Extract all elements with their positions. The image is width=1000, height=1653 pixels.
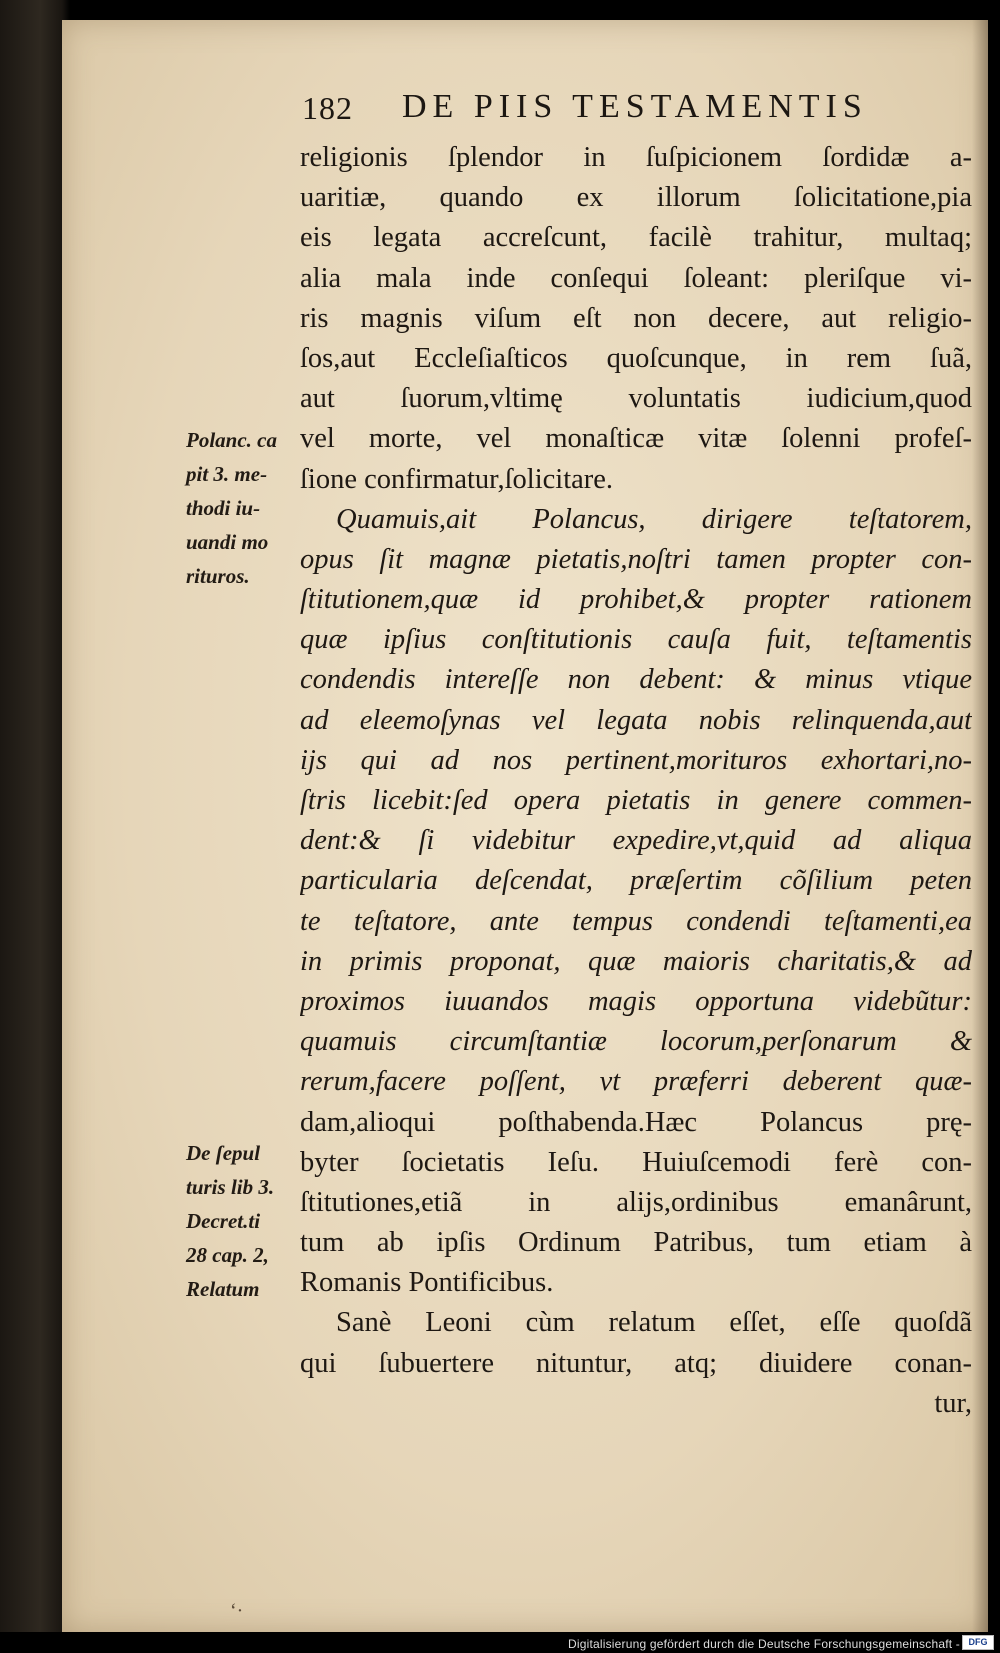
dfg-logo-badge: DFG bbox=[962, 1635, 994, 1650]
marginal-note-line: Decret.ti bbox=[186, 1209, 261, 1233]
footer-bar bbox=[0, 1632, 1000, 1653]
text-line: ris magnis viſum eſt non decere, aut religio- bbox=[300, 302, 972, 334]
page-gutter-shadow bbox=[972, 20, 988, 1632]
marginal-note-line: Relatum bbox=[186, 1277, 260, 1301]
text-line: Sanè Leoni cùm relatum eſſet, eſſe quoſdã bbox=[336, 1307, 972, 1339]
text-line: qui ſubuertere nituntur, atq; diuidere conan- bbox=[300, 1347, 972, 1379]
text-line: in primis proponat, quæ maioris charitatis,& ad bbox=[300, 945, 972, 977]
running-head bbox=[302, 88, 962, 138]
text-line: eis legata accreſcunt, facilè trahitur, multaq; bbox=[300, 222, 972, 254]
marginal-note-line: rituros. bbox=[186, 564, 250, 588]
text-line: tum ab ipſis Ordinum Patribus, tum etiam à bbox=[300, 1227, 972, 1259]
marginal-note-line: 28 cap. 2, bbox=[186, 1243, 269, 1267]
running-title: DE PIIS TESTAMENTIS bbox=[402, 88, 868, 125]
text-line: ſtitutionem,quæ id prohibet,& propter rationem bbox=[300, 584, 972, 616]
page-mark: ʻ· bbox=[230, 1600, 244, 1622]
marginal-note-line: thodi iu- bbox=[186, 496, 261, 520]
text-line: quæ ipſius conſtitutionis cauſa fuit, teſtamentis bbox=[300, 624, 972, 656]
text-line: condendis intereſſe non debent: & minus vtique bbox=[300, 664, 972, 696]
funding-credit: Digitalisierung gefördert durch die Deutsche Forschungsgemeinschaft - bbox=[568, 1637, 960, 1651]
text-line: quamuis circumſtantiæ locorum,perſonarum & bbox=[300, 1026, 972, 1058]
text-line: ad eleemoſynas vel legata nobis relinquenda,aut bbox=[300, 704, 972, 736]
page-number: 182 bbox=[302, 90, 353, 126]
text-line: dent:& ſi videbitur expedire,vt,quid ad aliqua bbox=[300, 825, 972, 857]
text-line: dam,alioqui poſthabenda.Hæc Polancus prę- bbox=[300, 1106, 972, 1138]
text-line: vel morte, vel monaſticæ vitæ ſolenni profeſ- bbox=[300, 423, 972, 455]
marginal-note-line: pit 3. me- bbox=[186, 462, 268, 486]
text-line: opus ſit magnæ pietatis,noſtri tamen propter con- bbox=[300, 543, 972, 575]
text-line: tur, bbox=[934, 1387, 972, 1419]
text-line: ſtris licebit:ſed opera pietatis in genere commen- bbox=[300, 785, 972, 816]
book-page bbox=[62, 20, 988, 1632]
text-line: aut ſuorum,vltimę voluntatis iudicium,quod bbox=[300, 383, 972, 415]
text-line: te teſtatore, ante tempus condendi teſtamenti,ea bbox=[300, 905, 972, 937]
text-line: ſos,aut Eccleſiaſticos quoſcunque, in rem ſuã, bbox=[300, 342, 972, 374]
text-line: Romanis Pontificibus. bbox=[300, 1267, 554, 1299]
marginal-note-line: Polanc. ca bbox=[186, 428, 277, 452]
text-line: ſtitutiones,etiã in alijs,ordinibus emanârunt, bbox=[300, 1186, 972, 1218]
marginal-note-decretals bbox=[186, 1136, 296, 1306]
marginal-note-line: uandi mo bbox=[186, 530, 269, 554]
text-line: rerum,facere poſſent, vt præferri deberent quæ- bbox=[300, 1066, 972, 1098]
text-line: ijs qui ad nos pertinent,morituros exhortari,no- bbox=[300, 744, 972, 776]
text-line: proximos iuuandos magis opportuna videbũtur: bbox=[300, 985, 972, 1017]
text-line: uaritiæ, quando ex illorum ſolicitatione,pia bbox=[300, 182, 972, 214]
text-line: Quamuis,ait Polancus, dirigere teſtatorem, bbox=[336, 503, 972, 535]
marginal-note-line: De ſepul bbox=[186, 1141, 261, 1165]
text-line: alia mala inde conſequi ſoleant: pleriſque vi- bbox=[300, 262, 972, 294]
text-line: particularia deſcendat, præſertim cõſilium peten bbox=[300, 865, 972, 897]
marginal-note-line: turis lib 3. bbox=[186, 1175, 275, 1199]
text-line: byter ſocietatis Ieſu. Huiuſcemodi ferè con- bbox=[300, 1146, 972, 1178]
text-line: ſione confirmatur,ſolicitare. bbox=[300, 463, 614, 495]
marginal-note-polancus bbox=[186, 423, 296, 593]
text-line: religionis ſplendor in ſuſpicionem ſordidæ a- bbox=[300, 142, 972, 173]
main-text-block bbox=[300, 138, 972, 1424]
